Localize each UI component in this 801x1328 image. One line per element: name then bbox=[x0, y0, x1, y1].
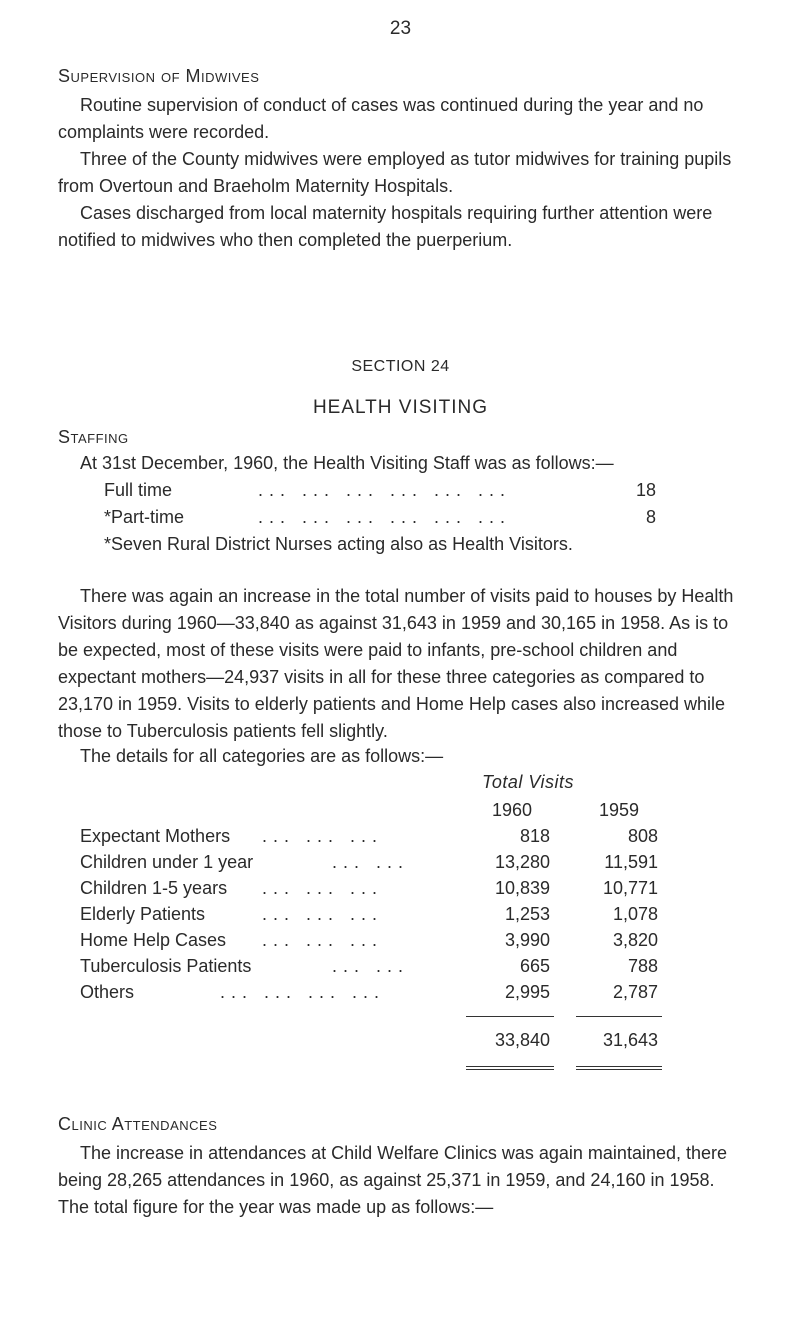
visits-paragraph: There was again an increase in the total number of visits paid to houses by Health Visitors during 1960—33,840 as against 31,643 in 1959 and 30,165 in 1958. As is to be expected, most of these visits were paid to infants, pre-school children and expectant mothers—24,937 visits in all for these three categories as compared to 23,170 in 1959. Visits to elderly patients and Home Help cases also increased while those to Tuberculosis patients fell slightly. bbox=[58, 586, 734, 741]
value-1959: 2,787 bbox=[612, 982, 658, 1002]
staffing-intro: At 31st December, 1960, the Health Visiting Staff was as follows:— bbox=[80, 453, 614, 473]
value-1959: 788 bbox=[627, 956, 658, 976]
supervision-paragraph-2: Three of the County midwives were employed as tutor midwives for training pupils from Overtoun and Braeholm Maternity Hospitals. bbox=[58, 149, 732, 196]
leader-dots: ... ... ... ... bbox=[220, 982, 386, 1002]
details-intro: The details for all categories are as follows:— bbox=[80, 746, 444, 766]
value-1960: 10,839 bbox=[494, 878, 550, 898]
value-1960: 13,280 bbox=[494, 852, 550, 872]
clinic-heading: Clinic Attendances bbox=[58, 1114, 218, 1134]
leader-dots: ... ... ... ... ... ... bbox=[258, 507, 512, 527]
row-label: Expectant Mothers bbox=[80, 826, 231, 846]
double-rule bbox=[466, 1069, 554, 1070]
staffing-heading: Staffing bbox=[58, 427, 129, 447]
double-rule bbox=[576, 1069, 662, 1070]
leader-dots: ... ... ... ... ... ... bbox=[258, 480, 512, 500]
leader-dots: ... ... ... bbox=[262, 826, 384, 846]
staffing-row-value: 8 bbox=[645, 507, 656, 527]
column-header-1960: 1960 bbox=[491, 800, 533, 820]
row-label: Children 1-5 years bbox=[80, 878, 228, 898]
row-label: Children under 1 year bbox=[80, 852, 254, 872]
row-label: Others bbox=[80, 982, 135, 1002]
value-1960: 3,990 bbox=[504, 930, 550, 950]
staffing-note: *Seven Rural District Nurses acting also as Health Visitors. bbox=[104, 534, 573, 554]
supervision-heading: Supervision of Midwives bbox=[58, 66, 260, 86]
value-1959: 11,591 bbox=[604, 852, 658, 872]
double-rule bbox=[466, 1066, 554, 1067]
clinic-paragraph: The increase in attendances at Child Welfare Clinics was again maintained, there being 28,265 attendances in 1960, as against 25,371 in 1959, and 24,160 in 1958. The total figure for the year was made up as follows:— bbox=[58, 1143, 728, 1217]
supervision-paragraph-1: Routine supervision of conduct of cases was continued during the year and no complaints were recorded. bbox=[58, 95, 704, 142]
double-rule bbox=[576, 1066, 662, 1067]
row-label: Tuberculosis Patients bbox=[80, 956, 252, 976]
value-1960: 2,995 bbox=[504, 982, 550, 1002]
column-header-1959: 1959 bbox=[598, 800, 640, 820]
supervision-paragraph-3: Cases discharged from local maternity hospitals requiring further attention were notified to midwives who then completed the puerperium. bbox=[58, 203, 713, 250]
value-1959: 10,771 bbox=[602, 878, 658, 898]
value-1960: 1,253 bbox=[504, 904, 550, 924]
leader-dots: ... ... ... bbox=[262, 904, 384, 924]
leader-dots: ... ... ... bbox=[262, 878, 384, 898]
staffing-row-label: Full time bbox=[104, 480, 173, 500]
value-1960: 665 bbox=[519, 956, 550, 976]
total-1959: 31,643 bbox=[602, 1030, 658, 1050]
value-1959: 3,820 bbox=[612, 930, 658, 950]
value-1959: 808 bbox=[627, 826, 658, 846]
staffing-row-label: *Part-time bbox=[104, 507, 185, 527]
leader-dots: ... ... bbox=[332, 852, 410, 872]
leader-dots: ... ... ... bbox=[262, 930, 384, 950]
value-1960: 818 bbox=[519, 826, 550, 846]
row-label: Elderly Patients bbox=[80, 904, 206, 924]
section-label: SECTION 24 bbox=[351, 358, 450, 375]
value-1959: 1,078 bbox=[612, 904, 658, 924]
section-title: HEALTH VISITING bbox=[312, 397, 489, 418]
page-number: 23 bbox=[389, 18, 412, 39]
table-group-header: Total Visits bbox=[482, 772, 575, 792]
total-rule bbox=[466, 1016, 554, 1017]
total-1960: 33,840 bbox=[494, 1030, 550, 1050]
total-rule bbox=[576, 1016, 662, 1017]
leader-dots: ... ... bbox=[332, 956, 410, 976]
row-label: Home Help Cases bbox=[80, 930, 227, 950]
staffing-row-value: 18 bbox=[635, 480, 656, 500]
